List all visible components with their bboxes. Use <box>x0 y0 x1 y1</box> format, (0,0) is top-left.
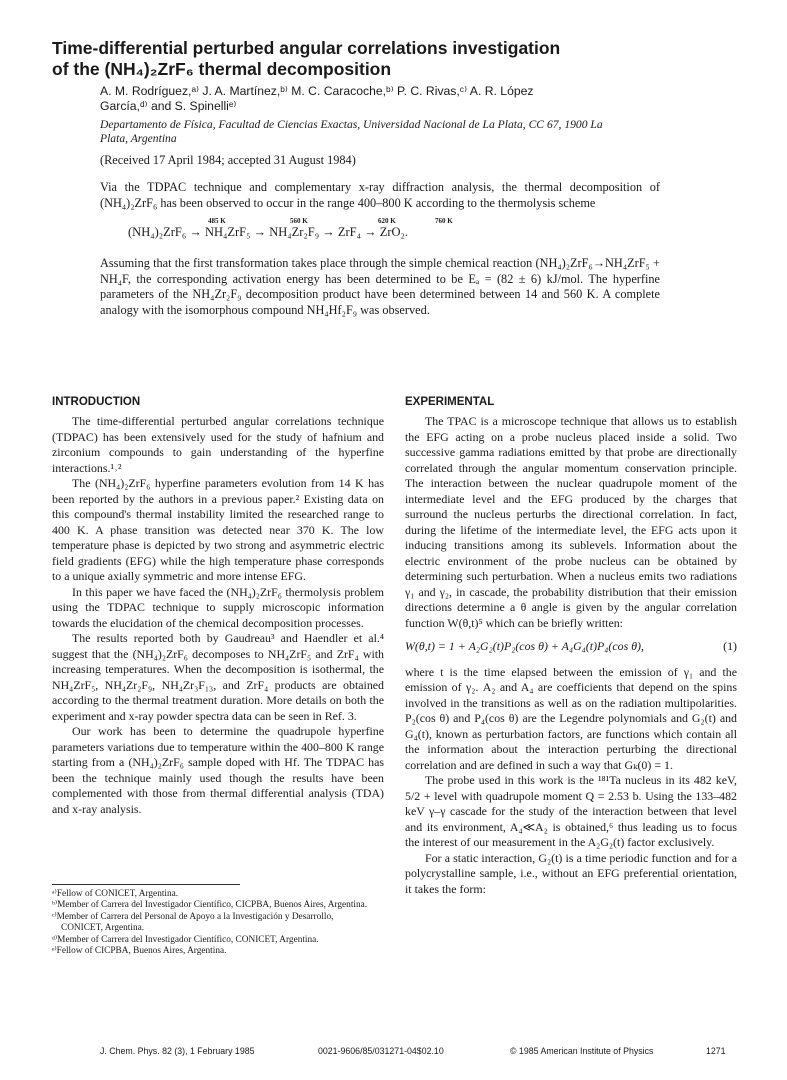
author-line: García,ᵈ⁾ and S. Spinelliᵉ⁾ <box>100 99 237 113</box>
scheme-temperature: 620 K <box>378 217 396 226</box>
footnotes <box>52 889 372 957</box>
body-paragraph: The results reported both by Gaudreau³ and Haendler et al.⁴ suggest that the (NH₄)₂ZrF₆ decomposes to NH₄ZrF₅ and ZrF₄ with increasing temperatures. When the decomposition is isothermal, the NH₄ZrF₅, NH₄Zr₂F₉, NH₄Zr₃F₁₃, and ZrF₄ products are obtained according to the thermal treatment duration. More details on both the experiment and x-ray powder spectra data can be seen in Ref. 3. <box>52 631 384 723</box>
thermolysis-scheme <box>100 214 660 246</box>
copyright: © 1985 American Institute of Physics <box>510 1046 654 1056</box>
footnote-divider <box>52 884 240 885</box>
scheme-equation: (NH₄)₂ZrF₆ → NH₄ZrF₅ → NH₄Zr₂F₉ → ZrF₄ → ZrO₂. <box>128 225 409 240</box>
body-paragraph: In this paper we have faced the (NH₄)₂ZrF₆ thermolysis problem using the TDPAC technique to supply microscopic information towards the elucidation of the chemical decomposition processes. <box>52 584 384 630</box>
equation-number: (1) <box>723 639 737 653</box>
section-heading-introduction: INTRODUCTION <box>52 396 141 408</box>
scheme-temperature: 485 K <box>208 217 226 226</box>
abstract <box>100 180 660 322</box>
footnote: ᵃ⁾Fellow of CONICET, Argentina. <box>52 889 179 899</box>
article-title <box>52 38 692 80</box>
equation-text: W(θ,t) = 1 + A₂G₂(t)P₂(cos θ) + A₄G₄(t)P₄(cos θ), <box>405 639 644 653</box>
footnote: ᵉ⁾Fellow of CICPBA, Buenos Aires, Argentina. <box>52 946 227 957</box>
article-code: 0021-9606/85/031271-04$02.10 <box>318 1046 444 1056</box>
author-list <box>100 84 660 114</box>
scheme-temperatures <box>100 214 660 224</box>
equation-1 <box>405 639 737 655</box>
footnote: ᵇ⁾Member of Carrera del Investigador Científico, CICPBA, Buenos Aires, Argentina. <box>52 900 368 911</box>
affiliation-line: Plata, Argentina <box>100 132 177 145</box>
footnote: ᶜ⁾Member of Carrera del Personal de Apoyo a la Investigación y Desarrollo, CONICET, Argentina. <box>52 911 334 934</box>
journal-citation: J. Chem. Phys. 82 (3), 1 February 1985 <box>100 1046 255 1056</box>
abstract-paragraph: Via the TDPAC technique and complementary x-ray diffraction analysis, the thermal decomposition of (NH₄)₂ZrF₆ has been observed to occur in the range 400–800 K according to the thermolysis scheme <box>100 180 660 210</box>
title-line: of the (NH₄)₂ZrF₆ thermal decomposition <box>52 59 392 79</box>
introduction-column <box>52 414 384 817</box>
affiliation <box>100 118 660 146</box>
scheme-temperature: 560 K <box>290 217 308 226</box>
affiliation-line: Departamento de Física, Facultad de Ciencias Exactas, Universidad Nacional de La Plata, CC 67, 1900 La <box>100 118 603 131</box>
experimental-column <box>405 414 737 897</box>
title-line: Time-differential perturbed angular correlations investigation <box>52 38 561 58</box>
page-footer <box>0 1046 787 1060</box>
body-paragraph: The time-differential perturbed angular correlations technique (TDPAC) has been extensively used for the study of hafnium and zirconium compounds to gain understanding of the hyperfine interactions.¹˒² <box>52 414 384 475</box>
received-dates: (Received 17 April 1984; accepted 31 August 1984) <box>100 153 356 167</box>
body-paragraph: where t is the time elapsed between the emission of γ₁ and the emission of γ₂. A₂ and A₄ are coefficients that depend on the spins involved in the transitions as well as on the radiation multipolarities. P₂(cos θ) and P₄(cos θ) are the Legendre polynomials and G₂(t) and G₄(t), known as perturbation factors, are functions which contain all the information about the interaction perturbing the directional correlation and are defined in such a way that Gₖ(0) = 1. <box>405 664 737 772</box>
body-paragraph: The probe used in this work is the ¹⁸¹Ta nucleus in its 482 keV, 5/2 + level with quadrupole moment Q = 2.53 b. Using the 133–482 keV γ–γ cascade for the study of the interaction between that level and its environment, A₄≪A₂ is obtained,⁶ thus leading us to focus the interest of our measurement in the A₂G₂(t) factor exclusively. <box>405 773 737 849</box>
body-paragraph: For a static interaction, G₂(t) is a time periodic function and for a polycrystalline sample, i.e., without an EFG preferential orientation, it takes the form: <box>405 850 737 896</box>
section-heading-experimental: EXPERIMENTAL <box>405 396 495 408</box>
body-paragraph: The (NH₄)₂ZrF₆ hyperfine parameters evolution from 14 K has been reported by the authors in a previous paper.² Existing data on this compound's thermal instability limited the researched range to 400 K. A phase transition was detected near 370 K. The low temperature phase is depicted by two strong and asymmetric electric field gradients (EFG) while the high temperature phase corresponds to a unique axially symmetric and more intense EFG. <box>52 476 384 583</box>
body-paragraph: The TPAC is a microscope technique that allows us to establish the EFG acting on a probe nucleus placed inside a solid. Two successive gamma radiations emitted by that probe are directionally correlated through the angular momentum conservation principle. The interaction between the nuclear quadrupole moment of the intermediate level and the EFG produced by the charges that surround the nucleus perturbs the directional correlation. In fact, during the lifetime of the intermediate level, the EFG acts upon it inducing transitions among its sublevels. Information about the electric environment of the probe nucleus can be obtained by determining such perturbation. When a nucleus emits two radiations γ₁ and γ₂, in cascade, the probability distribution that their emission directions determine a θ angle is given by the angular correlation function W(θ,t)⁵ which can be briefly written: <box>405 414 737 630</box>
body-paragraph: Our work has been to determine the quadrupole hyperfine parameters variations due to temperature within the 400–800 K range starting from a (NH₄)₂ZrF₆ sample doped with Hf. The TDPAC has been the technique mainly used though the results have been complemented with those from thermal differential analysis (TDA) and x-ray analysis. <box>52 724 384 816</box>
scheme-temperature: 760 K <box>435 217 453 226</box>
footnote: ᵈ⁾Member of Carrera del Investigador Científico, CONICET, Argentina. <box>52 934 319 945</box>
abstract-paragraph: Assuming that the first transformation takes place through the simple chemical reaction (NH₄)₂ZrF₆→NH₄ZrF₅ + NH₄F, the corresponding activation energy has been determined to be Eₐ = (82 ± 6) kJ/mol. The hyperfine parameters of the NH₄Zr₂F₉ decomposition product have been determined between 14 and 560 K. A complete analogy with the isomorphous compound NH₄Hf₂F₉ was observed. <box>100 256 660 317</box>
author-line: A. M. Rodríguez,ᵃ⁾ J. A. Martínez,ᵇ⁾ M. C. Caracoche,ᵇ⁾ P. C. Rivas,ᶜ⁾ A. R. López <box>100 84 534 98</box>
page-number: 1271 <box>706 1046 726 1056</box>
